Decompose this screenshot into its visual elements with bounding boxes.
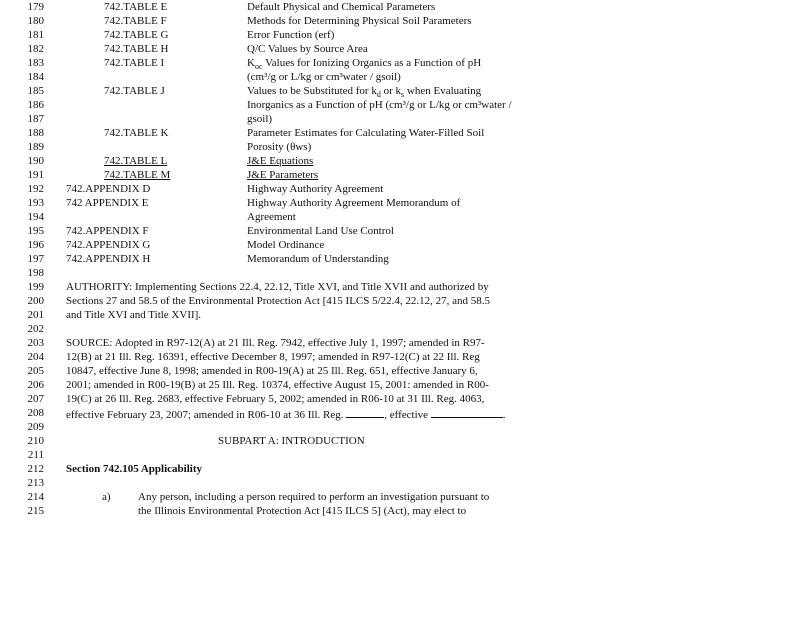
line-number: 193	[27, 197, 44, 209]
toc-item-table-l: 742.TABLE L	[104, 155, 168, 167]
line-number: 192	[27, 183, 44, 195]
line-number: 179	[27, 1, 44, 13]
line-number: 211	[27, 449, 44, 461]
line-number: 186	[27, 99, 44, 111]
line-number: 181	[27, 29, 44, 41]
authority-line-3: and Title XVI and Title XVII].	[66, 309, 202, 321]
line-number: 202	[27, 323, 44, 335]
line-number: 180	[27, 15, 44, 27]
toc-item-table-m: 742.TABLE M	[104, 169, 171, 181]
line-number: 206	[27, 379, 44, 391]
source-line-6	[66, 407, 506, 422]
section-heading: Section 742.105 Applicability	[66, 463, 202, 475]
toc-item-appendix-e: 742 APPENDIX E	[66, 197, 149, 209]
toc-item-table-j: 742.TABLE J	[104, 85, 165, 97]
toc-desc-appendix-e-cont: Agreement	[247, 211, 296, 223]
line-number: 209	[27, 421, 44, 433]
line-number: 188	[27, 127, 44, 139]
line-number: 215	[27, 505, 44, 517]
source-line-5: 19(C) at 26 Ill. Reg. 2683, effective February 5, 2002; amended in R06-10 at 31 Ill. Reg. 4063,	[66, 393, 485, 405]
toc-item-table-h: 742.TABLE H	[104, 43, 169, 55]
authority-line-2: Sections 27 and 58.5 of the Environmental Protection Act [415 ILCS 5/22.4, 22.12, 27, and 58.5	[66, 295, 491, 307]
toc-item-appendix-d: 742.APPENDIX D	[66, 183, 151, 195]
line-number: 204	[27, 351, 44, 363]
source-last-a: effective February 23, 2007; amended in R06-10 at 36 Ill. Reg.	[66, 409, 344, 421]
ks-subscript: s	[401, 90, 405, 100]
line-number: 194	[27, 211, 44, 223]
line-number: 187	[27, 113, 44, 125]
toc-desc-table-k: Parameter Estimates for Calculating Water-Filled Soil	[247, 127, 485, 139]
line-number: 210	[27, 435, 44, 447]
toc-desc-table-j-cont2: gsoil)	[247, 113, 273, 125]
source-last-c: .	[502, 409, 506, 421]
table-j-desc-b: or k	[380, 85, 402, 97]
line-number: 185	[27, 85, 44, 97]
toc-desc-table-f: Methods for Determining Physical Soil Parameters	[247, 15, 472, 27]
line-number: 184	[27, 71, 44, 83]
line-number: 197	[27, 253, 44, 265]
line-number: 195	[27, 225, 44, 237]
authority-line-1: AUTHORITY: Implementing Sections 22.4, 22.12, Title XVI, and Title XVII and authorized by	[66, 281, 489, 293]
toc-item-appendix-f: 742.APPENDIX F	[66, 225, 149, 237]
toc-item-table-k: 742.TABLE K	[104, 127, 169, 139]
toc-item-table-i: 742.TABLE I	[104, 57, 165, 69]
kd-subscript: d	[376, 90, 381, 100]
blank-reg-page	[346, 407, 384, 418]
line-number: 189	[27, 141, 44, 153]
line-number: 207	[27, 393, 44, 405]
toc-desc-table-l: J&E Equations	[247, 155, 314, 167]
toc-desc-table-i-cont: (cm³/g or L/kg or cm³water / gsoil)	[247, 71, 401, 83]
toc-desc-table-m: J&E Parameters	[247, 169, 319, 181]
line-number: 203	[27, 337, 44, 349]
paragraph-a-line-1: Any person, including a person required to perform an investigation pursuant to	[138, 491, 490, 503]
toc-item-appendix-h: 742.APPENDIX H	[66, 253, 151, 265]
source-line-2: 12(B) at 21 Ill. Reg. 16391, effective December 8, 1997; amended in R97-12(C) at 22 Ill. Reg	[66, 351, 480, 363]
line-number: 212	[27, 463, 44, 475]
line-number: 198	[27, 267, 44, 279]
toc-desc-appendix-e: Highway Authority Agreement Memorandum of	[247, 197, 461, 209]
toc-desc-table-j-cont1: Inorganics as a Function of pH (cm³/g or L/kg or cm³water /	[247, 99, 512, 111]
toc-desc-appendix-h: Memorandum of Understanding	[247, 253, 389, 265]
toc-item-table-g: 742.TABLE G	[104, 29, 169, 41]
line-number: 190	[27, 155, 44, 167]
toc-item-appendix-g: 742.APPENDIX G	[66, 239, 151, 251]
line-number: 200	[27, 295, 44, 307]
table-i-desc-rest: Values for Ionizing Organics as a Function of pH	[262, 57, 482, 69]
toc-desc-appendix-d: Highway Authority Agreement	[247, 183, 384, 195]
line-number: 205	[27, 365, 44, 377]
source-last-b: , effective	[384, 409, 429, 421]
koc-symbol: K	[247, 57, 255, 69]
toc-desc-table-g: Error Function (erf)	[247, 29, 335, 41]
subpart-heading: SUBPART A: INTRODUCTION	[218, 435, 365, 447]
source-line-1: SOURCE: Adopted in R97-12(A) at 21 Ill. Reg. 7942, effective July 1, 1997; amended in R97-	[66, 337, 485, 349]
line-number: 196	[27, 239, 44, 251]
toc-desc-appendix-g: Model Ordinance	[247, 239, 325, 251]
source-line-4: 2001; amended in R00-19(B) at 25 Ill. Reg. 10374, effective August 15, 2001: amended in R00-	[66, 379, 489, 391]
line-number: 191	[27, 169, 44, 181]
table-j-desc-a: Values to be Substituted for k	[247, 85, 377, 97]
table-j-desc-c: when Evaluating	[404, 85, 482, 97]
toc-desc-table-e: Default Physical and Chemical Parameters	[247, 1, 436, 13]
koc-subscript: oc	[254, 62, 263, 72]
line-number: 213	[27, 477, 44, 489]
line-number: 208	[27, 407, 44, 419]
line-number: 183	[27, 57, 44, 69]
toc-desc-appendix-f: Environmental Land Use Control	[247, 225, 394, 237]
toc-desc-table-k-cont: Porosity (θws)	[247, 141, 312, 153]
source-line-3: 10847, effective June 8, 1998; amended in R00-19(A) at 25 Ill. Reg. 651, effective January 6,	[66, 365, 478, 377]
line-number: 201	[27, 309, 44, 321]
line-number: 182	[27, 43, 44, 55]
toc-item-table-e: 742.TABLE E	[104, 1, 168, 13]
toc-desc-table-h: Q/C Values by Source Area	[247, 43, 368, 55]
paragraph-a-label: a)	[102, 491, 111, 503]
line-number: 214	[27, 491, 44, 503]
paragraph-a-line-2: the Illinois Environmental Protection Act [415 ILCS 5] (Act), may elect to	[138, 505, 467, 517]
blank-effective-date	[431, 407, 503, 418]
line-number: 199	[27, 281, 44, 293]
toc-item-table-f: 742.TABLE F	[104, 15, 167, 27]
